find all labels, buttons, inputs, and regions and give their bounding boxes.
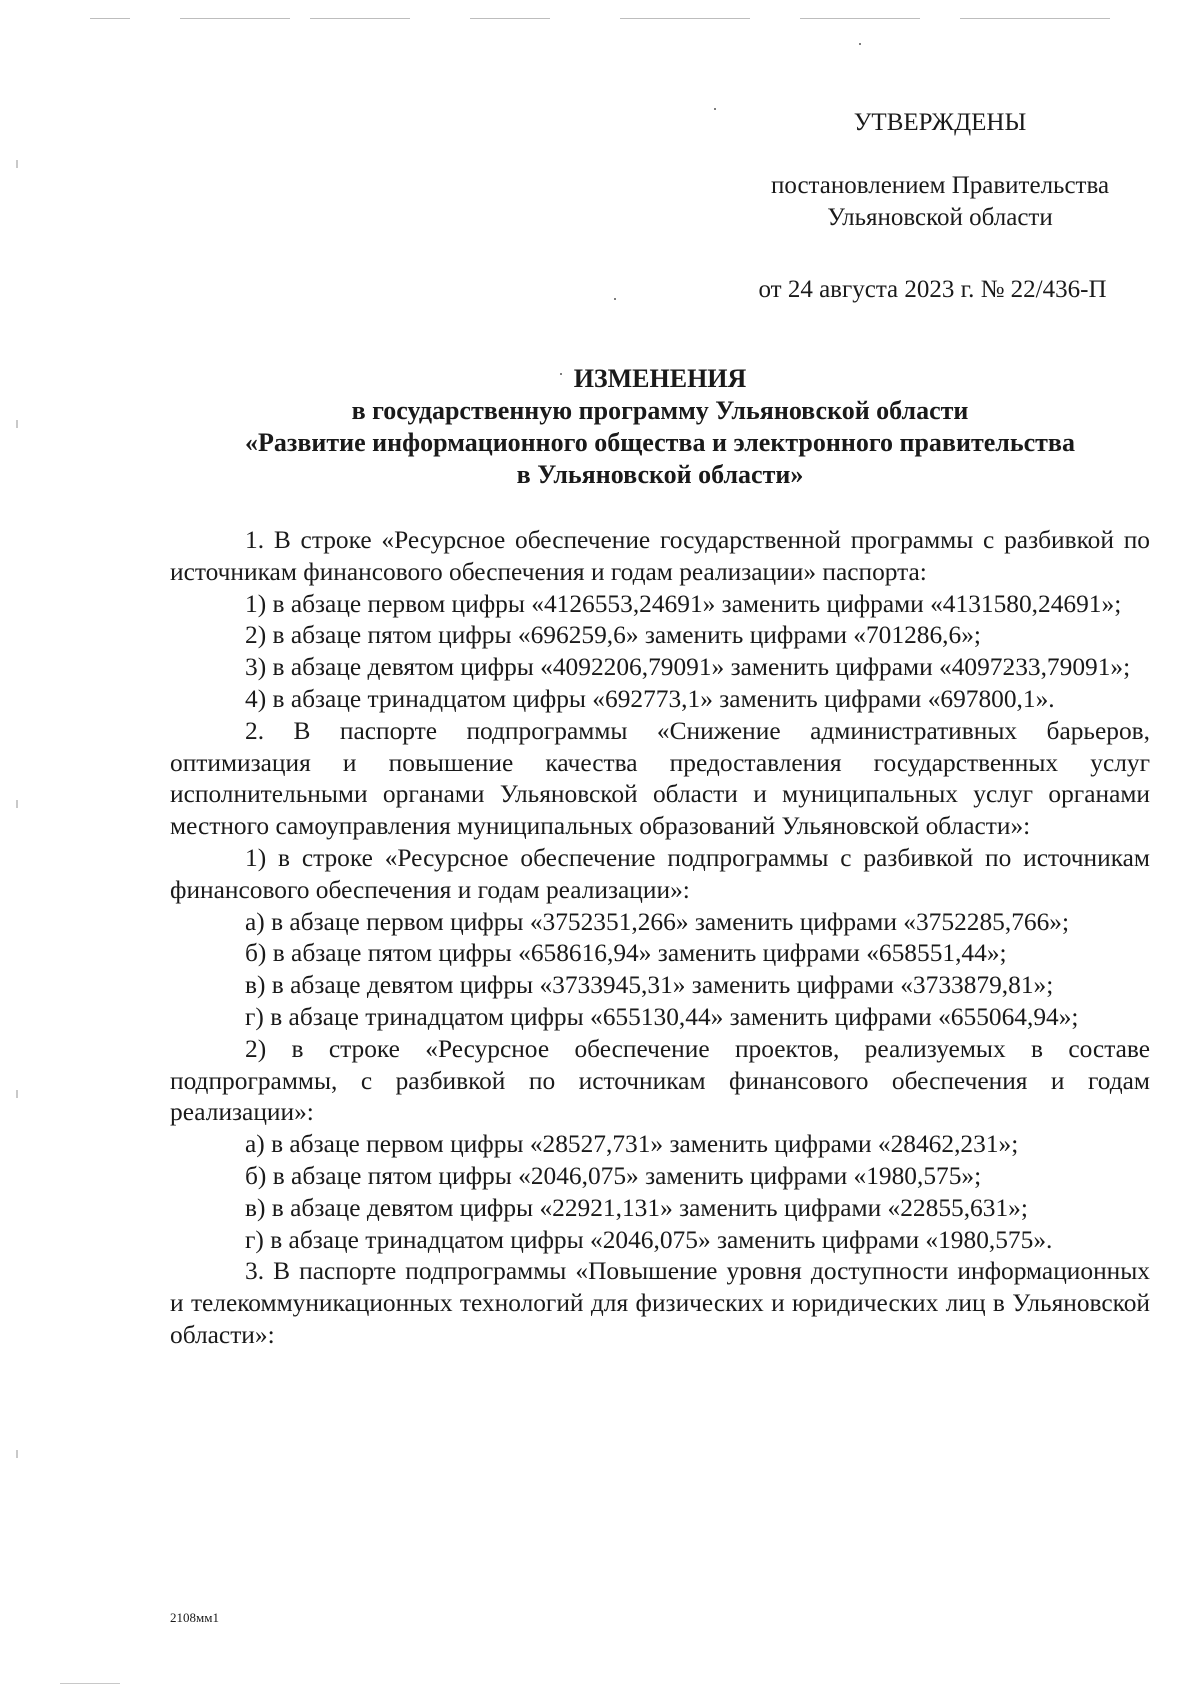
paragraph: 2. В паспорте подпрограммы «Снижение административных барьеров, оптимизация и повышение качества предоставления государственных услуг исполнительными органами Ульяновской области и муниципальных услуг органами местного самоуправления муниципальных образований Ульяновской области»: [170, 716, 1150, 841]
paragraph: б) в абзаце пятом цифры «658616,94» заменить цифрами «658551,44»; [245, 939, 1007, 968]
paragraph: 2) в абзаце пятом цифры «696259,6» заменить цифрами «701286,6»; [245, 621, 981, 650]
scan-dot [614, 298, 616, 300]
scan-margin-mark [16, 800, 18, 808]
paragraph: г) в абзаце тринадцатом цифры «655130,44» заменить цифрами «655064,94»; [245, 1002, 1079, 1031]
scan-margin-mark [16, 420, 18, 428]
heading-line: в государственную программу Ульяновской области [351, 396, 969, 425]
scan-edge-mark [180, 18, 290, 19]
paragraph: 2) в строке «Ресурсное обеспечение проектов, реализуемых в составе подпрограммы, с разбивкой по источникам финансового обеспечения и годам реализации»: [170, 1034, 1150, 1127]
scan-dot [714, 108, 716, 110]
heading-title: ИЗМЕНЕНИЯ [573, 364, 747, 393]
heading-line: в Ульяновской области» [516, 460, 804, 489]
scan-edge-mark [800, 18, 920, 19]
scan-margin-mark [16, 1450, 18, 1458]
scan-edge-mark [310, 18, 410, 19]
paragraph: 1. В строке «Ресурсное обеспечение государственной программы с разбивкой по источникам финансового обеспечения и годам реализации» паспорта: [170, 526, 1150, 586]
heading-line: «Развитие информационного общества и электронного правительства [245, 428, 1075, 457]
approval-authority-line: Ульяновской области [827, 204, 1053, 231]
paragraph: 3. В паспорте подпрограммы «Повышение уровня доступности информационных и телекоммуникационных технологий для физических и юридических лиц в Ульяновской области»: [170, 1257, 1150, 1349]
scan-edge-mark [960, 18, 1110, 19]
scan-edge-mark [620, 18, 750, 19]
paragraph: а) в абзаце первом цифры «28527,731» заменить цифрами «28462,231»; [245, 1130, 1019, 1159]
scan-edge-mark [470, 18, 550, 19]
approval-title: УТВЕРЖДЕНЫ [853, 109, 1027, 136]
approval-date: от 24 августа 2023 г. № 22/436-П [758, 276, 1107, 303]
paragraph: б) в абзаце пятом цифры «2046,075» заменить цифрами «1980,575»; [245, 1161, 982, 1190]
approval-authority-line: постановлением Правительства [770, 172, 1110, 199]
paragraph: 3) в абзаце девятом цифры «4092206,79091» заменить цифрами «4097233,79091»; [245, 653, 1131, 682]
scan-edge-mark [60, 1683, 120, 1684]
scan-edge-mark [90, 18, 130, 19]
paragraph: а) в абзаце первом цифры «3752351,266» заменить цифрами «3752285,766»; [245, 907, 1070, 936]
paragraph: в) в абзаце девятом цифры «3733945,31» заменить цифрами «3733879,81»; [245, 971, 1054, 1000]
scan-margin-mark [16, 1090, 18, 1098]
paragraph: 4) в абзаце тринадцатом цифры «692773,1» заменить цифрами «697800,1». [245, 684, 1055, 713]
scan-dot [859, 43, 861, 45]
scan-margin-mark [16, 160, 18, 168]
paragraph: г) в абзаце тринадцатом цифры «2046,075» заменить цифрами «1980,575». [245, 1225, 1053, 1254]
paragraph: в) в абзаце девятом цифры «22921,131» заменить цифрами «22855,631»; [245, 1193, 1028, 1222]
document-body [170, 525, 1150, 1352]
paragraph: 1) в строке «Ресурсное обеспечение подпрограммы с разбивкой по источникам финансового обеспечения и годам реализации»: [170, 843, 1150, 904]
paragraph: 1) в абзаце первом цифры «4126553,24691» заменить цифрами «4131580,24691»; [245, 589, 1122, 618]
approval-authority [740, 170, 1140, 234]
document-heading [170, 363, 1150, 491]
footer-document-code: 2108мм1 [170, 1610, 219, 1625]
